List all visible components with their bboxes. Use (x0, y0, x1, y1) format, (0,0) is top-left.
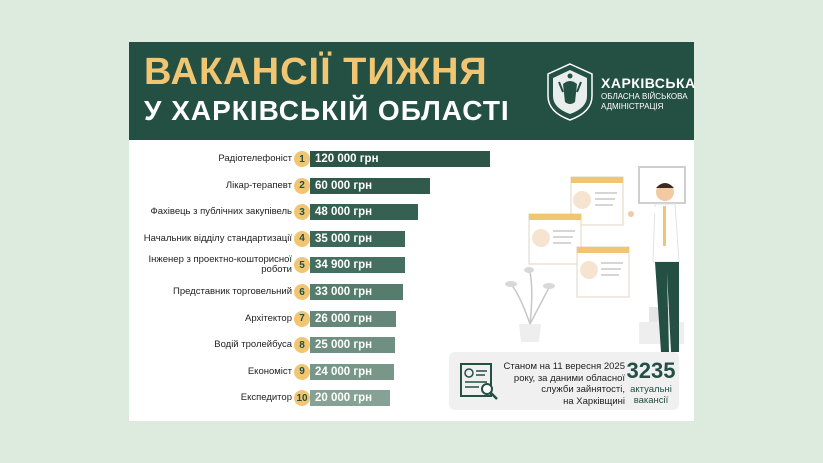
profile-card-3 (577, 247, 629, 297)
vacancy-row (129, 201, 509, 223)
info-panel (449, 352, 679, 410)
org-sub-line-1: ОБЛАСНА ВІЙСЬКОВА (601, 92, 688, 101)
rank-badge: 9 (294, 364, 310, 380)
recruiter-illustration (489, 162, 689, 362)
vacancy-row (129, 308, 509, 330)
vacancy-title: Начальник відділу стандартизації (143, 232, 292, 244)
resume-search-icon (459, 362, 499, 400)
vacancy-title: Архітектор (245, 312, 292, 324)
info-line-3: служби зайнятості, (541, 384, 625, 395)
org-label (601, 76, 696, 112)
header-banner (129, 42, 694, 140)
info-line-4: на Харківщині (563, 395, 625, 407)
rank-badge: 8 (294, 337, 310, 353)
salary-bar: 25 000 грн (310, 337, 395, 353)
rank-badge: 1 (294, 151, 310, 167)
rank-badge: 2 (294, 178, 310, 194)
salary-bar: 24 000 грн (310, 364, 394, 380)
rank-badge: 7 (294, 311, 310, 327)
vacancy-title: Експедитор (240, 392, 292, 404)
infographic-card (129, 42, 694, 421)
rank-badge: 4 (294, 231, 310, 247)
count-label-2: вакансії (633, 395, 669, 406)
vacancy-row (129, 254, 509, 276)
rank-badge: 5 (294, 257, 310, 273)
salary-bar: 34 900 грн (310, 257, 405, 273)
profile-card-2 (529, 214, 581, 264)
org-subtitle (601, 92, 696, 112)
info-line-2: року, за даними обласної (513, 372, 625, 384)
rank-badge: 10 (294, 390, 310, 406)
title-line-2: У ХАРКІВСЬКІЙ ОБЛАСТІ (144, 95, 510, 126)
salary-bar: 26 000 грн (310, 311, 396, 327)
title-line-1: ВАКАНСІЇ ТИЖНЯ (144, 51, 488, 93)
coat-of-arms-icon (545, 62, 595, 122)
rank-badge: 6 (294, 284, 310, 300)
vacancy-title: Водій тролейбуса (214, 339, 292, 351)
salary-bar: 20 000 грн (310, 390, 390, 406)
vacancy-row (129, 148, 509, 170)
salary-bar: 60 000 грн (310, 178, 430, 194)
vacancy-row (129, 175, 509, 197)
vacancy-title: Лікар-терапевт (225, 179, 292, 191)
salary-bar: 33 000 грн (310, 284, 403, 300)
org-sub-line-2: АДМІНІСТРАЦІЯ (601, 102, 664, 111)
vacancy-title: Радіотелефоніст (218, 153, 292, 164)
info-text (501, 361, 625, 407)
vacancy-title: Економіст (247, 365, 292, 377)
rank-badge: 3 (294, 204, 310, 220)
vacancy-title: Представник торговельний (172, 286, 292, 297)
vacancy-title: Інженер з проектно-кошторисної роботи (148, 254, 292, 276)
salary-bar: 35 000 грн (310, 231, 405, 247)
info-line-1: Станом на 11 вересня 2025 (503, 361, 625, 372)
vacancy-count (625, 358, 677, 406)
vacancy-title: Фахівець з публічних закупівель (150, 206, 292, 218)
plant-illustration (505, 267, 555, 342)
count-number: 3235 (626, 358, 676, 383)
salary-bar: 48 000 грн (310, 204, 418, 220)
salary-bar: 120 000 грн (310, 151, 490, 167)
vacancy-row (129, 281, 509, 303)
count-label-1: актуальні (630, 384, 672, 395)
org-name: ХАРКІВСЬКА (601, 75, 696, 91)
vacancy-row (129, 228, 509, 250)
